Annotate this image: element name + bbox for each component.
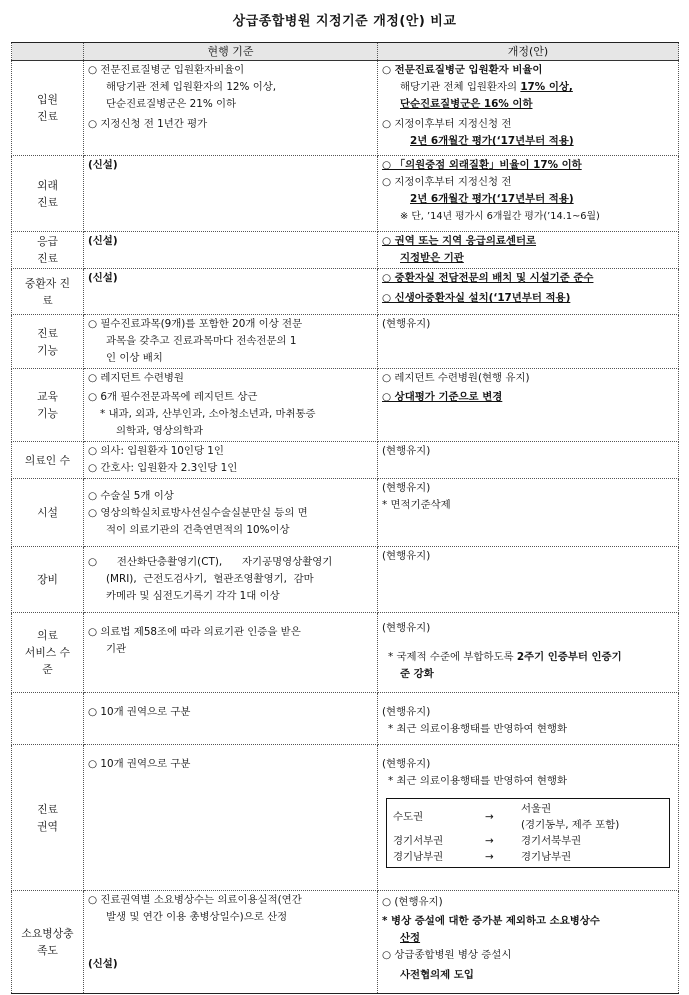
row-region-b [12,745,679,891]
current-inpatient: ○ 전문진료질병군 입원환자비율이 해당기관 전체 입원환자의 12% 이상, 단순진료질병군은 21% 이하 ○ 지정신청 전 1년간 평가 [84,61,378,156]
category-emergency: 응급 진료 [12,232,84,269]
current-facility: ○ 수술실 5개 이상 ○ 영상의학실치료방사선실수술실분만실 등의 면 적이 의료기관의 건축연면적의 10%이상 [84,479,378,547]
proposed-education: ○ 레지던트 수련병원(현행 유지) ○ 상대평가 기준으로 변경 [378,369,679,442]
row-outpatient [12,156,679,232]
row-education [12,369,679,442]
proposed-staff: (현행유지) [378,442,679,479]
proposed-inpatient: ○ 전문진료질병군 입원환자 비율이 해당기관 전체 입원환자의 17% 이상, 단순진료질병군은 16% 이하 ○ 지정이후부터 지정신청 전 2년 6개월간 평가(‘17년부터 적용) [378,61,679,156]
region-mapping-table [393,801,663,865]
row-clinical [12,315,679,369]
mapping-row [393,833,663,849]
row-emergency [12,232,679,269]
arrow-icon: → [485,811,494,823]
current-outpatient: (신설) [84,156,378,232]
arrow-icon: → [485,851,494,863]
header-current: 현행 기준 [84,43,378,61]
document-title: 상급종합병원 지정기준 개정(안) 비교 [232,14,457,29]
current-quality: ○ 의료법 제58조에 따라 의료기관 인증을 받은 기관 [84,613,378,693]
current-emergency: (신설) [84,232,378,269]
row-icu [12,269,679,315]
mapping-to: 경기남부권 [521,851,572,863]
proposed-facility: (현행유지) * 면적기준삭제 [378,479,679,547]
mapping-from: 경기서부권 [393,835,444,847]
proposed-emergency: ○ 권역 또는 지역 응급의료센터로 지정받은 기관 [378,232,679,269]
category-education: 교육 기능 [12,369,84,442]
comparison-table [11,42,679,994]
mapping-from: 수도권 [393,811,424,823]
row-facility [12,479,679,547]
current-region-b: ○ 10개 권역으로 구분 [84,745,378,891]
proposed-equipment: (현행유지) [378,547,679,613]
arrow-icon: → [485,835,494,847]
row-region-a [12,693,679,745]
category-facility: 시설 [12,479,84,547]
category-region-b: 진료 권역 [12,745,84,891]
proposed-region-a: (현행유지) * 최근 의료이용행태를 반영하여 현행화 [378,693,679,745]
proposed-beds: ○ (현행유지) * 병상 증설에 대한 증가분 제외하고 소요병상수 산정 ○ 상급종합병원 병상 증설시 사전협의제 도입 [378,891,679,994]
header-category [12,43,84,61]
current-staff: ○ 의사: 입원환자 10인당 1인 ○ 간호사: 입원환자 2.3인당 1인 [84,442,378,479]
proposed-quality: (현행유지) * 국제적 수준에 부합하도록 2주기 인증부터 인증기 준 강화 [378,613,679,693]
proposed-clinical: (현행유지) [378,315,679,369]
category-equipment: 장비 [12,547,84,613]
mapping-to: 서울권 (경기동부, 제주 포함) [521,803,620,831]
category-inpatient: 입원 진료 [12,61,84,156]
current-region-a: ○ 10개 권역으로 구분 [84,693,378,745]
region-mapping-box [386,798,670,868]
category-region-a [12,693,84,745]
mapping-row [393,849,663,865]
proposed-region-b: (현행유지) * 최근 의료이용행태를 반영하여 현행화 수도권 → 서울권 (경기동부, 제주 포함) 경기서부권 → 경기서북부권 경기남부권 → 경기남부권 [378,745,679,891]
row-beds [12,891,679,994]
category-beds: 소요병상충 족도 [12,891,84,994]
current-beds: ○ 진료권역별 소요병상수는 의료이용실적(연간 발생 및 연간 이용 총병상일수)으로 산정 (신설) [84,891,378,994]
header-proposed: 개정(안) [378,43,679,61]
proposed-icu: ○ 중환자실 전담전문의 배치 및 시설기준 준수 ○ 신생아중환자실 설치(‘17년부터 적용) [378,269,679,315]
category-icu: 중환자 진 료 [12,269,84,315]
current-clinical: ○ 필수진료과목(9개)를 포함한 20개 이상 전문 과목을 갖추고 진료과목마다 전속전문의 1 인 이상 배치 [84,315,378,369]
table-header-row [12,43,679,61]
proposed-outpatient: ○ 「의원중점 외래질환」비율이 17% 이하 ○ 지정이후부터 지정신청 전 2년 6개월간 평가(‘17년부터 적용) ※ 단, ’14년 평가시 6개월간 평가(’14.1~6월) [378,156,679,232]
mapping-to: 경기서북부권 [521,835,582,847]
current-icu: (신설) [84,269,378,315]
current-equipment: ○ 전산화단층촬영기(CT), 자기공명영상촬영기 (MRI), 근전도검사기, 혈관조영촬영기, 감마 카메라 및 심전도기록기 각각 1대 이상 [84,547,378,613]
row-staff [12,442,679,479]
category-outpatient: 외래 진료 [12,156,84,232]
current-education: ○ 레지던트 수련병원 ○ 6개 필수전문과목에 레지던트 상근 * 내과, 외과, 산부인과, 소아청소년과, 마취통증 의학과, 영상의학과 [84,369,378,442]
category-clinical: 진료 기능 [12,315,84,369]
category-staff: 의료인 수 [12,442,84,479]
row-equipment [12,547,679,613]
category-quality: 의료 서비스 수 준 [12,613,84,693]
row-inpatient [12,61,679,156]
mapping-from: 경기남부권 [393,851,444,863]
mapping-row [393,801,663,833]
row-quality [12,613,679,693]
